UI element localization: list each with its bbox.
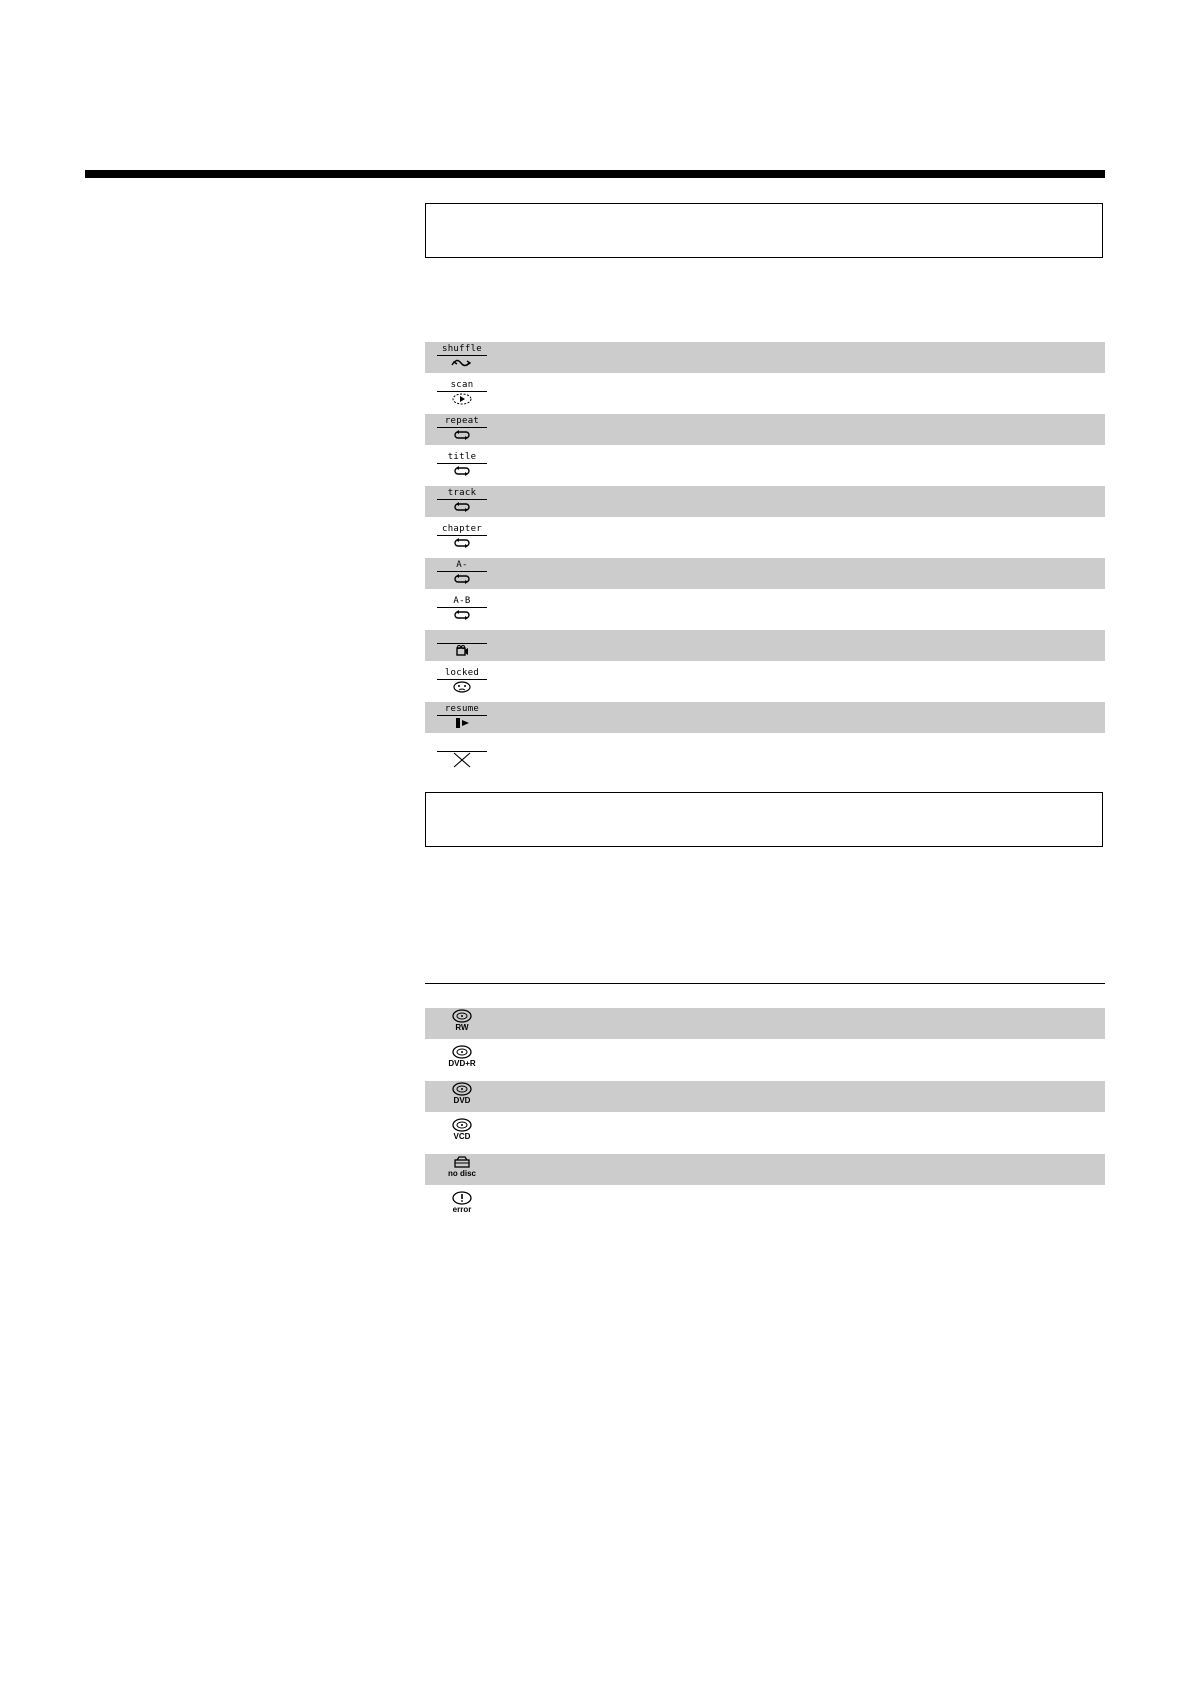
table-row (425, 1044, 1105, 1075)
table-row (425, 558, 1105, 589)
table-row (425, 450, 1105, 481)
table-row (425, 342, 1105, 373)
table-row (425, 1008, 1105, 1039)
disc-icon (439, 1118, 485, 1148)
table-row (425, 486, 1105, 517)
section-rule (425, 983, 1105, 984)
repeat-icon (437, 500, 487, 516)
icon-label: shuffle (441, 344, 483, 354)
disc-label: VCD (453, 1132, 471, 1141)
icon-label: track (447, 488, 477, 498)
locked-icon (437, 680, 487, 696)
scan-icon (437, 392, 487, 408)
info-box (425, 792, 1103, 847)
disc-label: RW (455, 1023, 469, 1032)
repeat-icon (437, 428, 487, 444)
table-row (425, 666, 1105, 697)
prohibited-x-icon (437, 752, 487, 768)
icon-label: resume (444, 704, 480, 714)
table-row (425, 1154, 1105, 1185)
table-row (425, 378, 1105, 409)
icon-label: locked (444, 668, 480, 678)
table-row (425, 1190, 1105, 1221)
error-icon (439, 1191, 485, 1221)
disc-label: DVD+R (448, 1059, 476, 1068)
table-row (425, 594, 1105, 625)
icon-label: A-B (453, 596, 471, 606)
table-row (425, 1081, 1105, 1112)
table-row (425, 1117, 1105, 1148)
disc-icon (439, 1045, 485, 1075)
disc-icon (439, 1009, 485, 1039)
disc-icon (439, 1082, 485, 1112)
table-row (425, 522, 1105, 553)
table-row (425, 414, 1105, 445)
repeat-icon (437, 572, 487, 588)
resume-icon (437, 716, 487, 732)
shuffle-icon (437, 356, 487, 372)
icon-label: title (447, 452, 477, 462)
disc-label: DVD (453, 1096, 471, 1105)
top-rule (85, 170, 1105, 178)
icon-label: scan (450, 380, 474, 390)
table-row (425, 738, 1105, 769)
icon-label: A- (456, 560, 468, 570)
disc-label: no disc (447, 1169, 476, 1178)
icon-label: chapter (441, 524, 483, 534)
table-row (425, 702, 1105, 733)
table-row (425, 630, 1105, 661)
disc-label: error (452, 1205, 472, 1214)
tray-icon (439, 1155, 485, 1185)
repeat-icon (437, 464, 487, 480)
info-box (425, 203, 1103, 258)
repeat-icon (437, 536, 487, 552)
camera-angle-icon (437, 644, 487, 660)
repeat-icon (437, 608, 487, 624)
icon-label: repeat (444, 416, 480, 426)
